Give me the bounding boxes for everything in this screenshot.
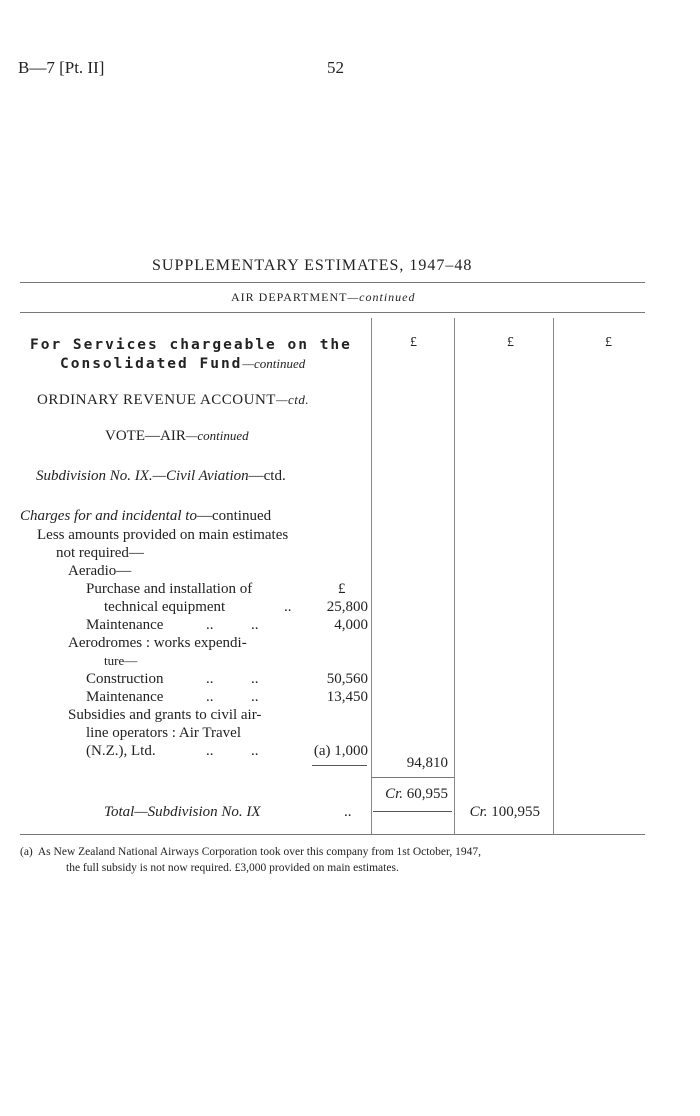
- total-rule: [373, 811, 452, 812]
- leader-dots: .. ..: [206, 689, 259, 705]
- vote-heading: [105, 428, 249, 445]
- purchase-line-2: technical equipment: [104, 599, 226, 615]
- page-title: SUPPLEMENTARY ESTIMATES, 1947–48: [152, 257, 473, 274]
- department-name: AIR DEPARTMENT: [231, 290, 348, 304]
- total-credit-prefix: Cr.: [469, 804, 488, 820]
- subsidies-line-1: Subsidies and grants to civil air-: [68, 707, 262, 723]
- purchase-value: 25,800: [326, 599, 368, 615]
- less-amounts-line: Less amounts provided on main estimates: [37, 527, 289, 543]
- subsidies-value: (a) 1,000: [313, 743, 368, 759]
- account-heading: [37, 392, 309, 409]
- maintenance-label: Maintenance: [86, 689, 164, 705]
- fund-name: Consolidated Fund: [60, 356, 243, 372]
- pound-sign: £: [338, 581, 346, 597]
- leader-dots: .. ..: [206, 617, 259, 633]
- not-required-line: not required—: [56, 545, 144, 561]
- page-reference: B—7 [Pt. II]: [18, 58, 105, 77]
- department-continued: —continued: [347, 290, 416, 304]
- subtotal-rule: [312, 765, 367, 766]
- table-top-rule: [20, 312, 645, 313]
- leader-dots: .. ..: [206, 743, 259, 759]
- charges-line: [20, 508, 271, 525]
- subdivision-continued: —ctd.: [248, 468, 286, 484]
- account-continued: —ctd.: [275, 392, 310, 407]
- fund-heading: [60, 353, 305, 372]
- subdivision-name: Subdivision No. IX.—Civil Aviation: [36, 468, 249, 484]
- credit-prefix: Cr.: [385, 786, 403, 802]
- leader-dots: ..: [344, 804, 352, 820]
- page-number: 52: [327, 58, 344, 77]
- services-heading: For Services chargeable on the: [30, 337, 352, 353]
- department-heading: [231, 290, 416, 305]
- construction-label: Construction: [86, 671, 164, 687]
- charges-continued: —continued: [196, 508, 272, 524]
- credit-amount: 60,955: [406, 786, 448, 802]
- column-divider-1: [371, 318, 372, 834]
- aerodromes-line-2: ture—: [104, 653, 138, 668]
- aerodromes-line-1: Aerodromes : works expendi-: [68, 635, 247, 651]
- total-value: [470, 804, 540, 821]
- aeradio-heading: Aeradio—: [68, 563, 132, 579]
- subsidies-line-3: (N.Z.), Ltd.: [86, 743, 156, 759]
- total-label: Total—Subdivision No. IX: [104, 804, 261, 820]
- column-3-unit: £: [605, 335, 612, 350]
- leader-dots: ..: [284, 599, 292, 615]
- column-1-unit: £: [410, 335, 417, 350]
- column-divider-3: [553, 318, 554, 834]
- column-1-rule: [371, 777, 454, 778]
- footnote-line-1: (a) As New Zealand National Airways Corporation took over this company from 1st October, 1947,: [20, 846, 482, 858]
- credit-value: [385, 786, 448, 803]
- title-rule: [20, 282, 645, 283]
- maintenance-value: 13,450: [326, 689, 368, 705]
- vote-name: VOTE—AIR: [105, 428, 186, 444]
- subdivision-heading: [36, 468, 286, 485]
- total-amount: 100,955: [491, 804, 540, 820]
- subsidies-line-2: line operators : Air Travel: [86, 725, 241, 741]
- purchase-line-1: Purchase and installation of: [86, 581, 253, 597]
- column-divider-2: [454, 318, 455, 834]
- vote-continued: —continued: [185, 428, 249, 443]
- table-bottom-rule: [20, 834, 645, 835]
- fund-continued: —continued: [242, 356, 306, 371]
- account-name: ORDINARY REVENUE ACCOUNT: [37, 392, 276, 408]
- maintenance-value: 4,000: [334, 617, 368, 633]
- charges-label: Charges for and incidental to: [20, 508, 197, 524]
- construction-value: 50,560: [326, 671, 368, 687]
- leader-dots: .. ..: [206, 671, 259, 687]
- subtotal-value: 94,810: [406, 755, 448, 771]
- maintenance-label: Maintenance: [86, 617, 164, 633]
- footnote-line-2: the full subsidy is not now required. £3,000 provided on main estimates.: [66, 862, 399, 874]
- column-2-unit: £: [507, 335, 514, 350]
